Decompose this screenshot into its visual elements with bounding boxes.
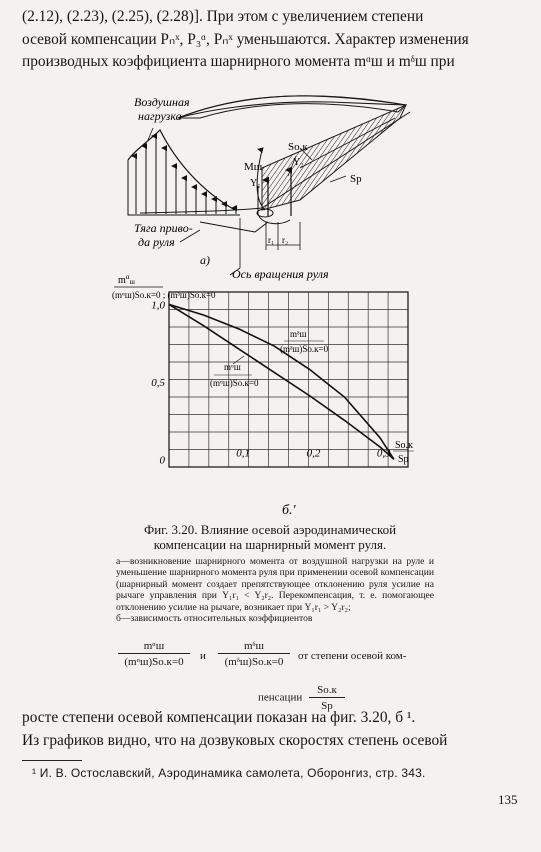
figure-b-chart [112, 273, 414, 518]
text-line: Из графиков видно, что на дозвуковых скоростях степень осевой [22, 731, 448, 749]
curve-alpha-label-den: (mᵅш)Sо.к=0 [210, 378, 259, 388]
curve-delta-label: mᵟш [290, 329, 307, 339]
fraction-delta: mᵟш (mᵟш)Sо.к=0 [218, 640, 290, 668]
curve-delta-label-den: (mᵟш)Sо.к=0 [280, 344, 329, 354]
text-line: росте степени осевой компенсации показан на фиг. 3.20, б ¹. [22, 709, 416, 726]
text-line: производных коэффициента шарнирного момента mᵅш и mᵟш при [22, 53, 455, 70]
panel-b-label: б.' [282, 503, 296, 518]
x-axis-label-num: Sо.к [395, 440, 413, 451]
body-text-bottom [22, 707, 522, 752]
r1-label: r₁ [268, 235, 275, 245]
formula-tail: от степени осевой ком- [298, 650, 407, 662]
figure-3-20 [0, 88, 541, 528]
legend-item-a: а—возникновение шарнирного момента от воздушной нагрузки на руле и уменьшение шарнирного момента руля при применении осевой компенсации (шарнирный момент создает препятствующее отклонению руля усилие на рычаге управления при Y₁r₁ < Y₂r₂. Перекомпенсация, т. е. помогающее отклонению усилие на рычаге, возникает при Y₁r₁ > Y₂r₂; [116, 556, 434, 613]
rod-label-2: да руля [138, 235, 175, 249]
series-line-alpha [169, 304, 394, 459]
x-axis-label-den: Sр [398, 454, 409, 465]
series-line-delta [169, 304, 394, 459]
chart-tick-labels [151, 299, 391, 466]
y-tick-label: 0 [159, 454, 165, 467]
rotation-axis-label: Ось вращения руля [232, 267, 329, 281]
rod-label-1: Тяга приво- [134, 221, 193, 235]
caption-line: Фиг. 3.20. Влияние осевой аэродинамической [143, 522, 397, 537]
y-axis-label: $m^\alpha_ш$ [118, 273, 135, 286]
y-tick-label: 0,5 [151, 376, 165, 389]
formula-connector: и [200, 650, 206, 662]
page-number: 135 [498, 792, 518, 807]
hinge-moment-label: Mш [244, 161, 263, 173]
air-load-label-2: нагрузка [138, 109, 182, 123]
text-line: (2.12), (2.23), (2.25), (2.28)]. При этом с увеличением степени [22, 8, 424, 25]
formula-tail-2: пенсации $\frac{Sо.к}{Sр}$ [258, 684, 345, 712]
footnote-divider [22, 760, 82, 761]
force-y1-label: Y₁ [250, 178, 261, 189]
panel-a-label: а) [200, 253, 210, 267]
x-tick-label: 0,2 [306, 447, 321, 460]
chart-series [169, 304, 394, 459]
body-text-top [22, 6, 522, 74]
fraction-compensation: $\frac{Sо.к}{Sр}$ [309, 684, 345, 712]
footnote: ¹ И. В. Остославский, Аэродинамика самолета, Оборонгиз, стр. 343. [32, 766, 426, 780]
figure-legend [116, 556, 434, 624]
y-tick-label: 1,0 [151, 299, 165, 312]
x-tick-label: 0,3 [376, 447, 391, 460]
figure-caption [100, 522, 440, 552]
figure-a-drawing [128, 95, 410, 281]
y-axis-label-den: (mᵅш)Sо.к=0 ; (mᵟш)Sо.к=0 [112, 290, 216, 300]
fraction-alpha: mᵅш (mᵅш)Sо.к=0 [118, 640, 190, 668]
text-line: осевой компенсации Pₙˣ, P₃ᵅ, Pₙˣ уменьшаются. Характер изменения [22, 30, 469, 48]
curve-alpha-label: mᵅш [224, 362, 241, 372]
relative-coefficient-formula [118, 636, 438, 686]
area-ok-label: Sо.к [288, 141, 308, 153]
r2-label: r₂ [282, 235, 289, 245]
legend-item-b: б—зависимость относительных коэффициентов [116, 613, 313, 625]
caption-line: компенсации на шарнирный момент руля. [153, 537, 387, 552]
air-load-label-1: Воздушная [134, 95, 190, 109]
force-y2-label: Y₂ [293, 157, 304, 168]
x-tick-label: 0,1 [236, 447, 251, 460]
area-p-label: Sр [350, 173, 362, 185]
